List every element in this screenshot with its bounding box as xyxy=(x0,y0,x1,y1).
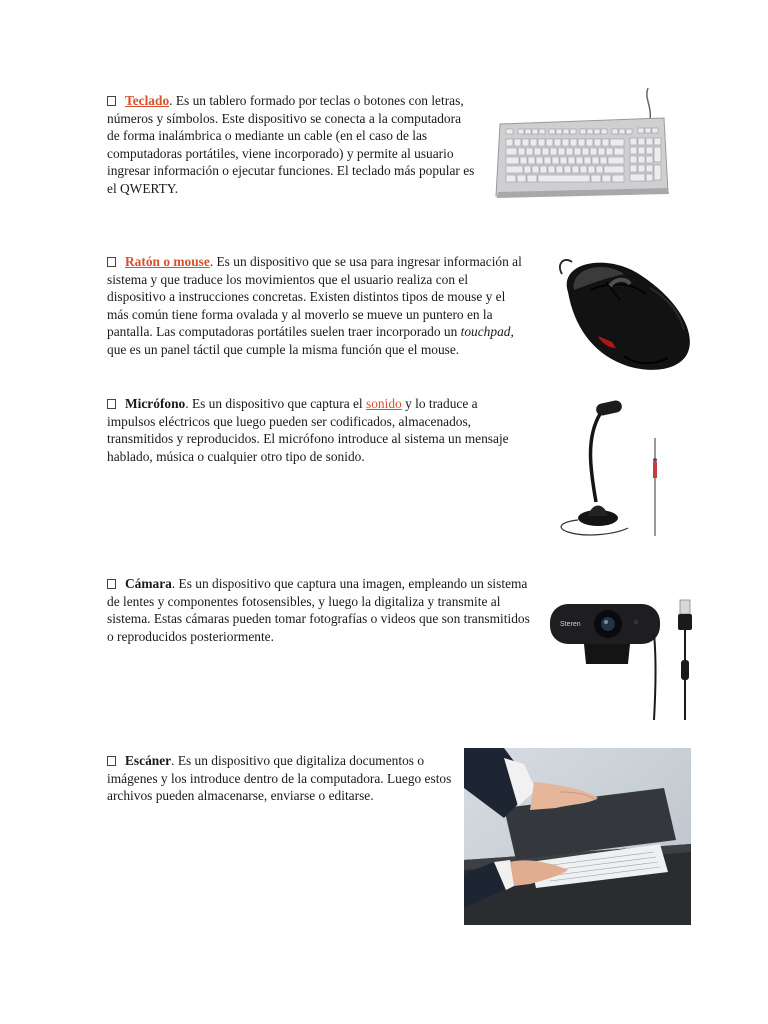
bullet-box-icon xyxy=(107,399,116,409)
bullet-box-icon xyxy=(107,579,116,589)
mouse-image xyxy=(550,252,700,374)
entry-camara-text: . Es un dispositivo que captura una imagen, empleando un sistema de lentes y componentes fotosensibles, y luego la digitaliza y transmite al sistema. Estas cámaras pueden tomar fotografías o videos que son transmitidos o reproducidos posteriormente. xyxy=(107,576,530,644)
entry-escaner-text: . Es un dispositivo que digitaliza documentos o imágenes y los introduce dentro de la computadora. Luego estos archivos pueden almacenarse, enviarse o editarse. xyxy=(107,753,452,804)
entry-escaner xyxy=(107,752,453,805)
term-raton-link[interactable]: Ratón o mouse xyxy=(125,254,210,269)
link-sonido[interactable]: sonido xyxy=(366,396,402,411)
term-teclado-link[interactable]: Teclado xyxy=(125,93,170,108)
entry-microfono-text-before: . Es un dispositivo que captura el xyxy=(185,396,366,411)
entry-raton-italic: touchpad xyxy=(460,324,511,340)
term-microfono: Micrófono xyxy=(125,396,186,411)
keyboard-image xyxy=(492,88,672,200)
webcam-image xyxy=(544,594,700,722)
microphone-image xyxy=(556,398,666,540)
entry-camara xyxy=(107,575,531,645)
entry-raton-text-after: , que es un panel táctil que cumple la misma función que el mouse. xyxy=(107,324,514,357)
scanner-photo xyxy=(464,748,691,925)
entry-raton-text-before: . Es un dispositivo que se usa para ingresar información al sistema y que traduce los movimientos que el usuario realiza con el dispositivo a instrucciones concretas. Existen distintos tipos de mouse y el más común tiene forma ovalada y al moverlo se mueve un puntero en la pantalla. Las computadoras portátiles suelen traer incorporado un xyxy=(107,254,522,340)
term-escaner: Escáner xyxy=(125,753,172,768)
entry-teclado-text: . Es un tablero formado por teclas o botones con letras, números y símbolos. Este dispositivo se conecta a la computadora de forma inalámbrica o mediante un cable (en el caso de las computadoras portátiles, viene incorporado) y permite al usuario ingresar información o ejecutar funciones. El teclado más popular es el QWERTY. xyxy=(107,93,475,196)
entry-microfono xyxy=(107,395,527,465)
entry-teclado xyxy=(107,92,475,198)
webcam-brand-label: Steren xyxy=(560,621,581,628)
bullet-box-icon xyxy=(107,257,116,267)
entry-microfono-text-after: y lo traduce a impulsos eléctricos que luego pueden ser codificados, almacenados, transmitidos y reproducidos. El micrófono introduce al sistema un mensaje hablado, música o cualquier otro tipo de sonido. xyxy=(107,396,509,464)
entry-raton xyxy=(107,253,523,359)
term-camara: Cámara xyxy=(125,576,172,591)
bullet-box-icon xyxy=(107,96,116,106)
bullet-box-icon xyxy=(107,756,116,766)
